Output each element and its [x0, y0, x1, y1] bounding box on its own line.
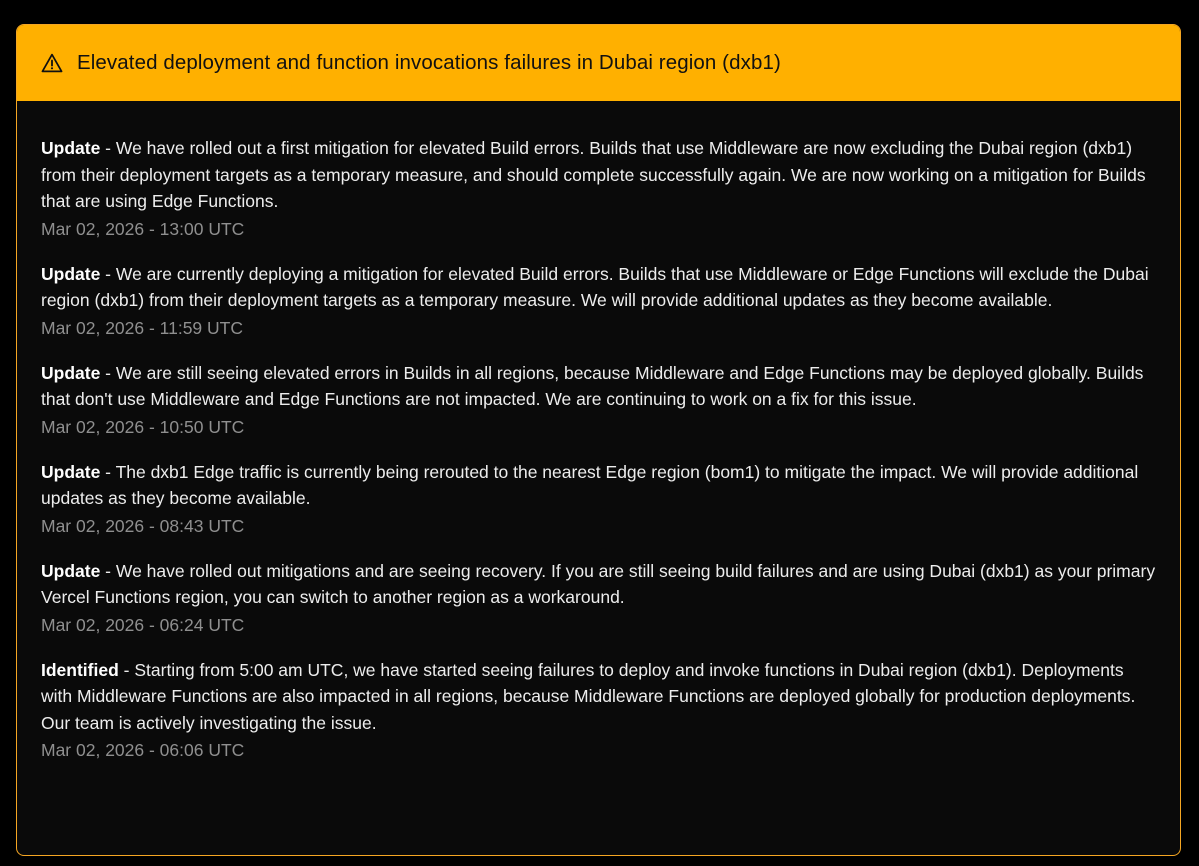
update-timestamp: Mar 02, 2026 - 13:00 UTC [41, 218, 245, 239]
update-timestamp: Mar 02, 2026 - 10:50 UTC [41, 416, 245, 437]
update-entry [41, 135, 1156, 242]
update-message: We are currently deploying a mitigation for elevated Build errors. Builds that use Middleware or Edge Functions will exclude the Dubai region (dxb1) from their deployment targets as a temporary measure. We will provide additional updates as they become available. [41, 263, 1149, 310]
update-status: Update [41, 362, 101, 383]
update-text [41, 261, 1156, 314]
update-message: Starting from 5:00 am UTC, we have started seeing failures to deploy and invoke functions in Dubai region (dxb1). Deployments with Middleware Functions are also impacted in all regions, because Middleware Functions are deployed globally for production deployments. Our team is actively investigating the issue. [41, 659, 1136, 733]
update-entry [41, 459, 1156, 539]
warning-triangle-icon [41, 52, 63, 74]
update-text [41, 135, 1156, 215]
update-text [41, 657, 1156, 737]
incident-card [16, 24, 1181, 856]
update-list [17, 101, 1180, 763]
update-message: The dxb1 Edge traffic is currently being rerouted to the nearest Edge region (bom1) to mitigate the impact. We will provide additional updates as they become available. [41, 461, 1139, 508]
update-status: Update [41, 263, 101, 284]
update-entry [41, 657, 1156, 764]
update-message: We have rolled out mitigations and are seeing recovery. If you are still seeing build failures and are using Dubai (dxb1) as your primary Vercel Functions region, you can switch to another region as a workaround. [41, 560, 1156, 607]
update-entry [41, 558, 1156, 638]
update-separator: - [100, 461, 116, 482]
update-text [41, 360, 1156, 413]
update-entry [41, 261, 1156, 341]
update-timestamp: Mar 02, 2026 - 11:59 UTC [41, 317, 243, 338]
incident-title: Elevated deployment and function invocations failures in Dubai region (dxb1) [77, 51, 781, 74]
update-status: Update [41, 461, 101, 482]
update-entry [41, 360, 1156, 440]
update-message: We have rolled out a first mitigation for elevated Build errors. Builds that use Middleware are now excluding the Dubai region (dxb1) from their deployment targets as a temporary measure, and should complete successfully again. We are now working on a mitigation for Builds that are using Edge Functions. [41, 138, 1146, 211]
update-timestamp: Mar 02, 2026 - 06:24 UTC [41, 614, 245, 635]
update-timestamp: Mar 02, 2026 - 08:43 UTC [41, 515, 245, 536]
incident-header [17, 25, 1180, 101]
update-separator: - [100, 362, 116, 383]
update-message: We are still seeing elevated errors in Builds in all regions, because Middleware and Edge Functions may be deployed globally. Builds that don't use Middleware and Edge Functions are not impacted. We are continuing to work on a fix for this issue. [41, 362, 1144, 409]
update-separator: - [100, 138, 116, 158]
update-text [41, 558, 1156, 611]
update-text [41, 459, 1156, 512]
update-status: Update [41, 560, 101, 581]
update-timestamp: Mar 02, 2026 - 06:06 UTC [41, 740, 245, 760]
update-separator: - [100, 560, 116, 581]
update-separator: - [100, 263, 116, 284]
update-status: Identified [41, 659, 119, 680]
update-separator: - [118, 659, 135, 680]
update-status: Update [41, 138, 101, 158]
